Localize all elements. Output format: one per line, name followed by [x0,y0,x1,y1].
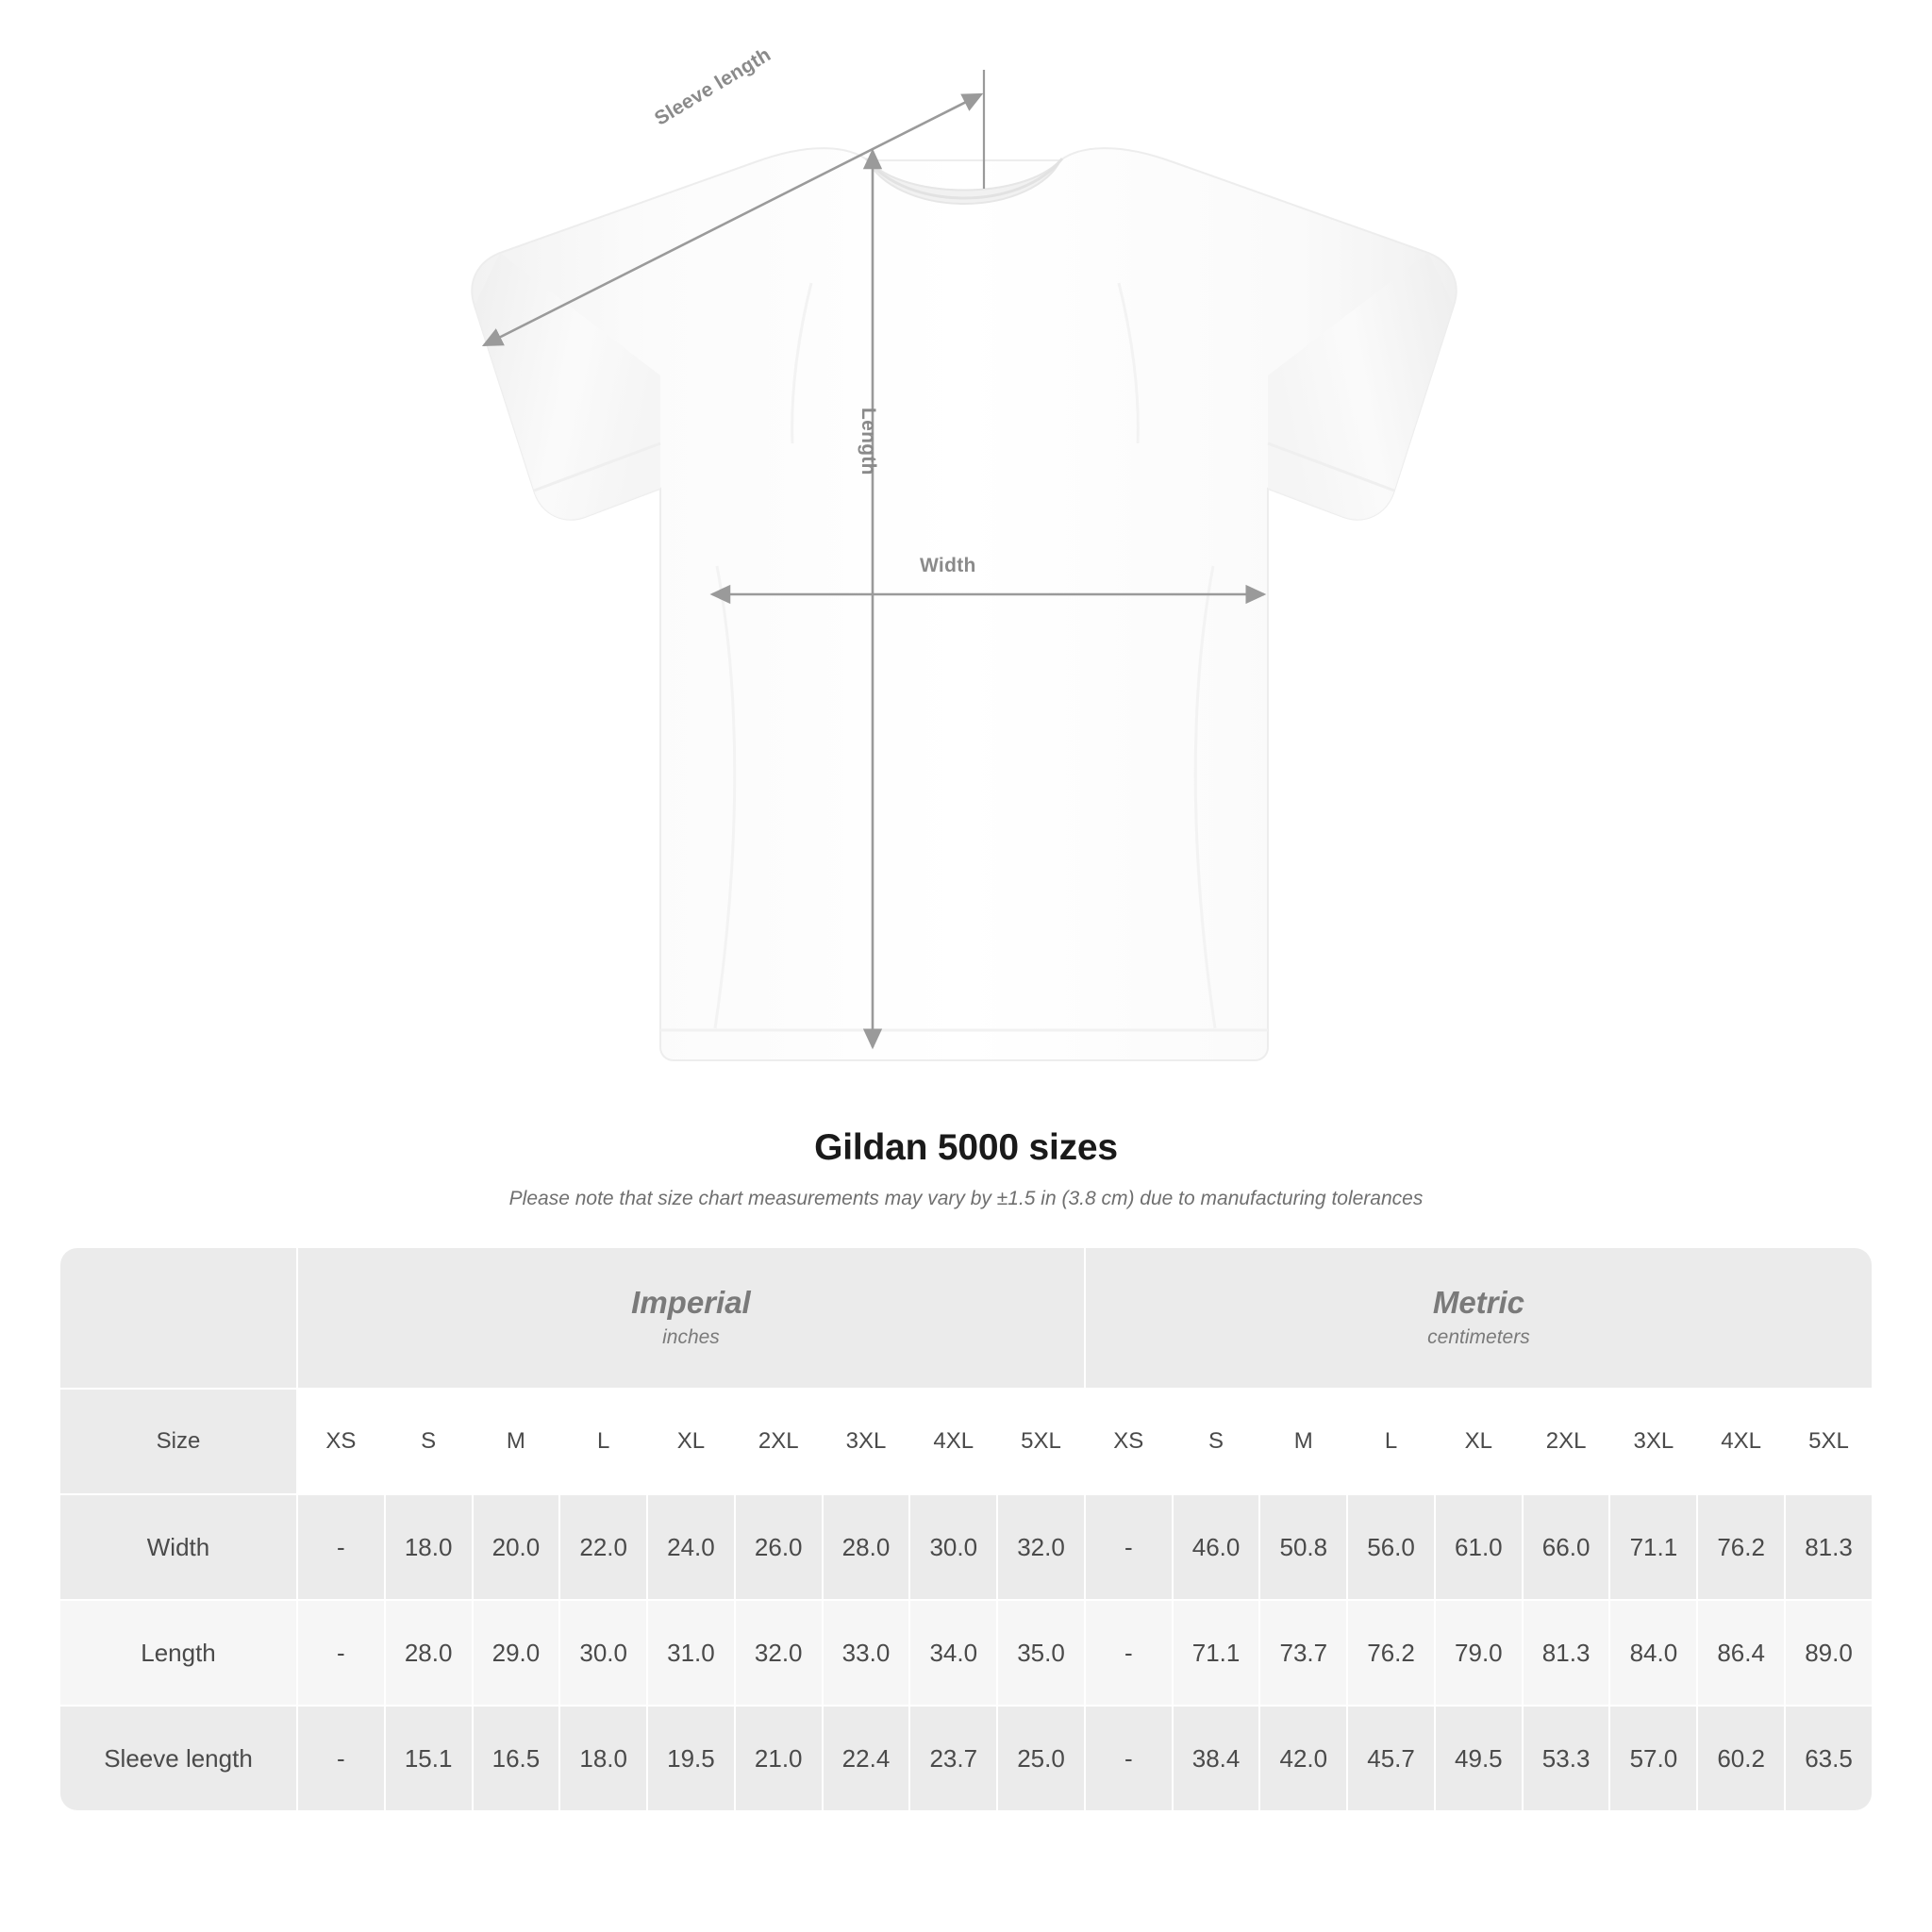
row-label-width: Width [60,1495,296,1599]
cell-length-metric-xs: - [1086,1601,1172,1705]
table-row [60,1707,1872,1810]
cell-width-metric-4xl: 76.2 [1698,1495,1784,1599]
size-header-metric-5xl: 5XL [1786,1390,1872,1493]
size-header-imperial-2xl: 2XL [736,1390,822,1493]
size-header-metric-s: S [1174,1390,1259,1493]
cell-sleeve-metric-xs: - [1086,1707,1172,1810]
sleeve-length-label: Sleeve length [651,43,775,130]
width-label: Width [920,555,976,576]
cell-sleeve-metric-xl: 49.5 [1436,1707,1522,1810]
cell-sleeve-imperial-m: 16.5 [474,1707,559,1810]
row-label-sleeve-length: Sleeve length [60,1707,296,1810]
cell-length-imperial-4xl: 34.0 [910,1601,996,1705]
size-header-metric-2xl: 2XL [1524,1390,1609,1493]
unit-header-imperial [298,1248,1084,1388]
cell-length-imperial-2xl: 32.0 [736,1601,822,1705]
cell-width-imperial-3xl: 28.0 [824,1495,909,1599]
cell-width-imperial-xs: - [298,1495,384,1599]
unit-header-row [60,1248,1872,1388]
cell-length-metric-3xl: 84.0 [1610,1601,1696,1705]
cell-sleeve-metric-3xl: 57.0 [1610,1707,1696,1810]
size-header-imperial-s: S [386,1390,472,1493]
cell-width-metric-5xl: 81.3 [1786,1495,1872,1599]
size-header-metric-l: L [1348,1390,1434,1493]
cell-width-imperial-s: 18.0 [386,1495,472,1599]
size-header-label: Size [60,1390,296,1493]
unit-metric-name: Metric [1432,1284,1525,1320]
title-block [0,1127,1932,1210]
size-header-metric-m: M [1260,1390,1346,1493]
cell-sleeve-imperial-xl: 19.5 [648,1707,734,1810]
row-label-length: Length [60,1601,296,1705]
size-table-container [58,1246,1874,1812]
cell-sleeve-imperial-5xl: 25.0 [998,1707,1084,1810]
size-header-metric-4xl: 4XL [1698,1390,1784,1493]
size-header-row [60,1390,1872,1493]
cell-length-metric-m: 73.7 [1260,1601,1346,1705]
length-label: Length [858,408,879,475]
unit-imperial-sub: inches [662,1325,720,1348]
size-header-imperial-xs: XS [298,1390,384,1493]
size-table [58,1246,1874,1812]
size-header-metric-xs: XS [1086,1390,1172,1493]
cell-length-imperial-5xl: 35.0 [998,1601,1084,1705]
cell-sleeve-metric-s: 38.4 [1174,1707,1259,1810]
size-header-metric-3xl: 3XL [1610,1390,1696,1493]
cell-sleeve-imperial-xs: - [298,1707,384,1810]
cell-sleeve-metric-4xl: 60.2 [1698,1707,1784,1810]
cell-sleeve-metric-2xl: 53.3 [1524,1707,1609,1810]
cell-length-imperial-3xl: 33.0 [824,1601,909,1705]
cell-length-metric-l: 76.2 [1348,1601,1434,1705]
size-header-imperial-5xl: 5XL [998,1390,1084,1493]
cell-sleeve-metric-m: 42.0 [1260,1707,1346,1810]
cell-length-imperial-xl: 31.0 [648,1601,734,1705]
size-header-imperial-m: M [474,1390,559,1493]
cell-sleeve-imperial-l: 18.0 [560,1707,646,1810]
page-title: Gildan 5000 sizes [814,1127,1118,1168]
cell-width-metric-m: 50.8 [1260,1495,1346,1599]
unit-header-metric [1086,1248,1872,1388]
cell-width-imperial-5xl: 32.0 [998,1495,1084,1599]
size-header-metric-xl: XL [1436,1390,1522,1493]
cell-width-imperial-xl: 24.0 [648,1495,734,1599]
cell-sleeve-imperial-s: 15.1 [386,1707,472,1810]
unit-metric-sub: centimeters [1427,1325,1530,1348]
cell-width-imperial-l: 22.0 [560,1495,646,1599]
cell-length-metric-5xl: 89.0 [1786,1601,1872,1705]
tshirt-shape [472,148,1456,1060]
cell-length-metric-s: 71.1 [1174,1601,1259,1705]
cell-width-metric-xl: 61.0 [1436,1495,1522,1599]
cell-length-imperial-l: 30.0 [560,1601,646,1705]
size-header-imperial-4xl: 4XL [910,1390,996,1493]
cell-width-imperial-4xl: 30.0 [910,1495,996,1599]
cell-length-imperial-m: 29.0 [474,1601,559,1705]
cell-width-metric-3xl: 71.1 [1610,1495,1696,1599]
cell-width-metric-xs: - [1086,1495,1172,1599]
size-header-imperial-l: L [560,1390,646,1493]
cell-length-metric-xl: 79.0 [1436,1601,1522,1705]
cell-width-metric-s: 46.0 [1174,1495,1259,1599]
cell-sleeve-metric-l: 45.7 [1348,1707,1434,1810]
tolerance-note: Please note that size chart measurements may vary by ±1.5 in (3.8 cm) due to manufacturing tolerances [508,1188,1424,1209]
table-row [60,1495,1872,1599]
cell-sleeve-imperial-3xl: 22.4 [824,1707,909,1810]
size-header-imperial-xl: XL [648,1390,734,1493]
cell-width-imperial-2xl: 26.0 [736,1495,822,1599]
cell-sleeve-metric-5xl: 63.5 [1786,1707,1872,1810]
table-row [60,1601,1872,1705]
cell-sleeve-imperial-2xl: 21.0 [736,1707,822,1810]
cell-length-metric-2xl: 81.3 [1524,1601,1609,1705]
cell-width-metric-2xl: 66.0 [1524,1495,1609,1599]
cell-length-imperial-xs: - [298,1601,384,1705]
unit-header-spacer [60,1248,296,1388]
cell-width-metric-l: 56.0 [1348,1495,1434,1599]
size-header-imperial-3xl: 3XL [824,1390,909,1493]
cell-length-metric-4xl: 86.4 [1698,1601,1784,1705]
cell-sleeve-imperial-4xl: 23.7 [910,1707,996,1810]
unit-imperial-name: Imperial [631,1284,751,1320]
cell-width-imperial-m: 20.0 [474,1495,559,1599]
cell-length-imperial-s: 28.0 [386,1601,472,1705]
